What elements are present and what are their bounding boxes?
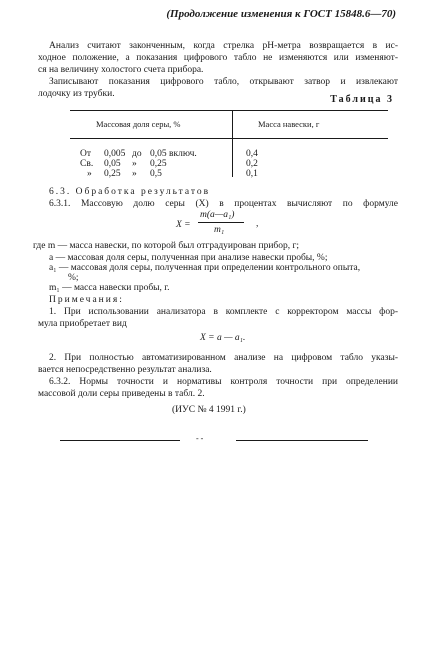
formula-tail: , — [256, 219, 259, 229]
table-header-rule — [70, 138, 388, 139]
para1-line1: Анализ считают законченным, когда стрелка pH-метра возвращается в ис- — [49, 41, 398, 51]
formula-numerator: m(a—a₁) — [200, 210, 235, 220]
section-632-line1: 6.3.2. Нормы точности и нормативы контроля точности при определении — [49, 377, 398, 387]
row-to: 0,5 — [150, 169, 162, 179]
row-mass: 0,2 — [246, 159, 258, 169]
row-mass: 0,1 — [246, 169, 258, 179]
row-prefix: От — [80, 149, 92, 159]
where-m: где m — масса навески, по которой был отградуирован прибор, г; — [33, 241, 300, 251]
row-prefix: » — [87, 169, 92, 179]
note1-line1: 1. При использовании анализатора в комплекте с корректором массы фор- — [49, 307, 398, 317]
row-prefix: Св. — [80, 159, 94, 169]
row-from: 0,005 — [104, 149, 126, 159]
row-sep: до — [132, 149, 142, 159]
table-title: Таблица 3 — [330, 94, 394, 105]
section-631: 6.3.1. Массовую долю серы (X) в процентах вычисляют по формуле — [49, 199, 398, 209]
formula-denominator: m₁ — [214, 225, 225, 235]
formula-fraction-bar — [198, 222, 244, 223]
row-sep: » — [132, 159, 137, 169]
where-m1: m₁ — масса навески пробы, г. — [49, 283, 170, 293]
table-col1-header: Массовая доля серы, % — [96, 119, 181, 129]
note1-line2: мула приобретает вид — [38, 319, 127, 329]
footer-rule-right — [236, 440, 368, 441]
note2-line1: 2. При полностью автоматизированном анализе на цифровом табло указы- — [49, 353, 398, 363]
para2-line2: лодочку из трубки. — [38, 89, 115, 99]
row-to: 0,05 включ. — [150, 149, 197, 159]
formula-lhs: X = — [176, 220, 191, 230]
table-col2-header: Масса навески, г — [258, 119, 320, 129]
where-a: a — массовая доля серы, полученная при анализе навески пробы, %; — [49, 253, 328, 263]
row-to: 0,25 — [150, 159, 167, 169]
page-header: (Продолжение изменения к ГОСТ 15848.6—70) — [166, 8, 396, 20]
section-632-line2: массовой доли серы приведены в табл. 2. — [38, 389, 205, 399]
para1-line2: ходное положение, а показания цифрового табло не изменяются или изменяют- — [38, 53, 398, 63]
section-heading: 6.3. Обработка результатов — [49, 187, 211, 197]
table-column-divider — [232, 110, 233, 177]
footer-rule-left — [60, 440, 180, 441]
note2-line2: вается непосредственно результат анализа. — [38, 365, 212, 375]
row-sep: » — [132, 169, 137, 179]
para2-line1: Записывают показания цифрового табло, открывают затвор и извлекают — [49, 77, 398, 87]
footer-dash: - - — [196, 434, 204, 443]
where-a1-unit: %; — [68, 273, 79, 283]
row-from: 0,05 — [104, 159, 121, 169]
table-top-rule — [70, 110, 388, 111]
row-mass: 0,4 — [246, 149, 258, 159]
para1-line3: ся на величину холостого счета прибора. — [38, 65, 204, 75]
footer-note: (ИУС № 4 1991 г.) — [172, 405, 246, 415]
notes-heading: Примечания: — [49, 295, 124, 305]
note1-formula: X = a — a₁. — [200, 333, 246, 343]
row-from: 0,25 — [104, 169, 121, 179]
where-a1: a₁ — массовая доля серы, полученная при определении контрольного опыта, — [49, 263, 361, 273]
